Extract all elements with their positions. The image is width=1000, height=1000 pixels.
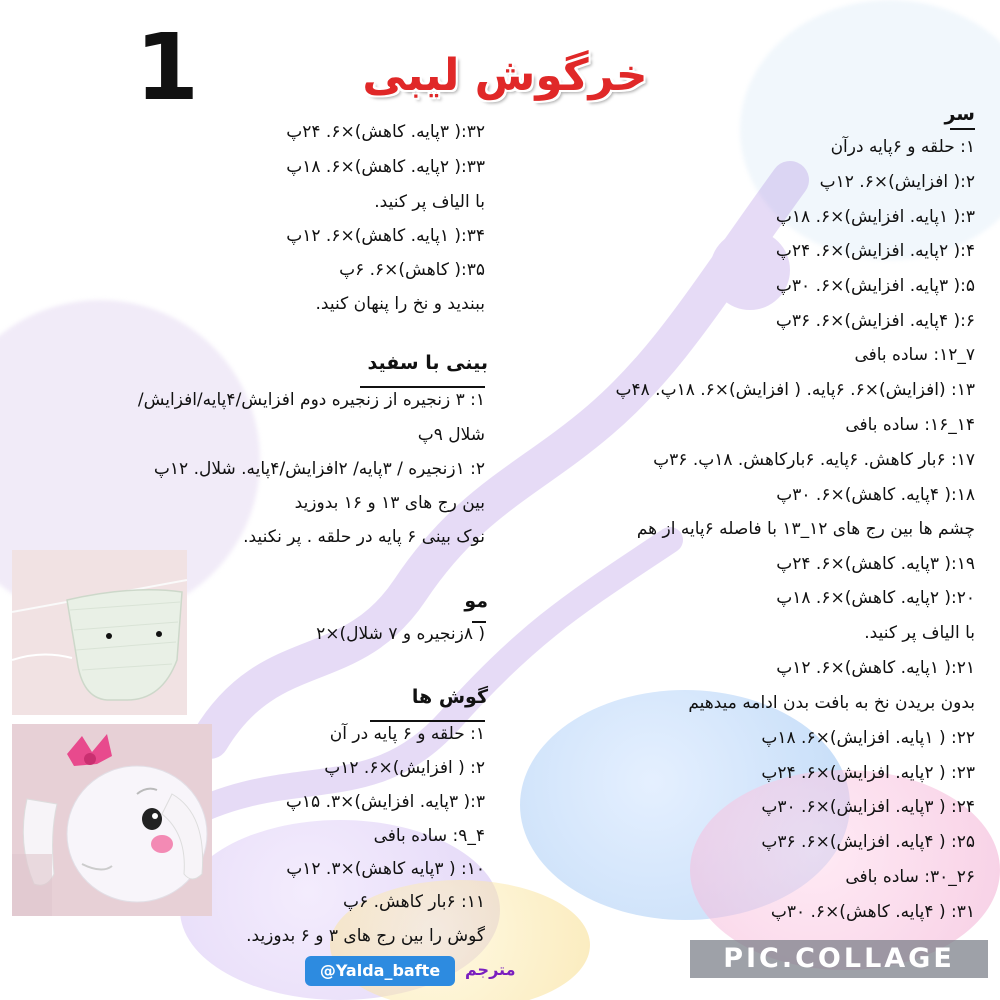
head-row-8: ۱۳: (افزایش)×۶. ۶پایه. ( افزایش)×۶. ۱۸پ. ۴۸پ — [615, 380, 975, 400]
cont-row-35: ۳۵:( کاهش)×۶. ۶پ — [339, 260, 485, 280]
head-row-18: ۲۲: ( ۱پایه. افزایش)×۶. ۱۸پ — [761, 728, 975, 748]
hair-heading: مو — [464, 590, 488, 612]
head-row-14: ۲۰:( ۲پایه. کاهش)×۶. ۱۸پ — [776, 588, 975, 608]
head-row-17: بدون بریدن نخ به بافت بدن ادامه میدهیم — [688, 693, 975, 713]
page-number: 1 — [135, 14, 200, 121]
head-heading: سر — [944, 103, 975, 125]
head-row-20: ۲۴: ( ۳پایه. افزایش)×۶. ۳۰پ — [761, 797, 975, 817]
nose-heading: بینی با سفید — [367, 352, 488, 374]
ears-row-6: ۱۱: ۶بار کاهش. ۶پ — [343, 892, 485, 912]
nose-row-1: ۱: ۳ زنجیره از زنجیره دوم افزایش/۴پایه/افزایش/ — [137, 390, 485, 410]
head-row-22: ۲۶_۳۰: ساده بافی — [845, 867, 975, 887]
head-row-13: ۱۹:( ۳پایه. کاهش)×۶. ۲۴پ — [776, 554, 975, 574]
ears-heading: گوش ها — [411, 686, 488, 708]
translator-handle[interactable]: @Yalda_bafte — [305, 956, 455, 986]
head-row-7: ۷_۱۲: ساده بافی — [854, 345, 975, 365]
head-row-11: ۱۸:( ۴پایه. کاهش)×۶. ۳۰پ — [776, 485, 975, 505]
ears-row-4: ۴_۹: ساده بافی — [373, 826, 485, 846]
nose-row-sew: بین رج های ۱۳ و ۱۶ بدوزید — [294, 493, 485, 513]
head-row-10: ۱۷: ۶بار کاهش. ۶پایه. ۶بارکاهش. ۱۸پ. ۳۶پ — [653, 450, 975, 470]
page-title: خرگوش لیبی — [362, 50, 648, 101]
cont-row-33: ۳۳:( ۲پایه. کاهش)×۶. ۱۸پ — [286, 157, 485, 177]
head-row-21: ۲۵: ( ۴پایه. افزایش)×۶. ۳۶پ — [761, 832, 975, 852]
head-heading-overline — [950, 128, 975, 130]
head-row-16: ۲۱:( ۱پایه. کاهش)×۶. ۱۲پ — [776, 658, 975, 678]
cont-row-stuff: با الیاف پر کنید. — [374, 192, 485, 212]
head-row-4: ۴:( ۲پایه. افزایش)×۶. ۲۴پ — [775, 241, 975, 261]
ears-row-5: ۱۰: ( ۳پایه کاهش)×۳. ۱۲پ — [286, 859, 485, 879]
photo-head-piece — [12, 550, 187, 715]
head-row-1: ۱: حلقه و ۶پایه درآن — [830, 137, 975, 157]
ears-row-1: ۱: حلقه و ۶ پایه در آن — [329, 724, 485, 744]
head-row-2: ۲:( افزایش)×۶. ۱۲پ — [819, 172, 975, 192]
cont-row-34: ۳۴:( ۱پایه. کاهش)×۶. ۱۲پ — [286, 226, 485, 246]
hair-row-1: ( ۸زنجیره و ۷ شلال)×۲ — [316, 624, 485, 644]
cont-row-finish: ببندید و نخ را پنهان کنید. — [315, 294, 485, 314]
photo-finished-bunny — [12, 724, 212, 916]
head-row-19: ۲۳: ( ۲پایه. افزایش)×۶. ۲۴پ — [761, 763, 975, 783]
head-row-9: ۱۴_۱۶: ساده بافی — [845, 415, 975, 435]
ears-row-1-overline — [370, 720, 485, 722]
hair-row-overline — [472, 621, 486, 623]
head-row-12: چشم ها بین رج های ۱۲_۱۳ با فاصله ۶پایه از هم — [636, 519, 975, 539]
ears-row-7: گوش را بین رج های ۳ و ۶ بدوزید. — [246, 926, 485, 946]
head-row-5: ۵:( ۳پایه. افزایش)×۶. ۳۰پ — [775, 276, 975, 296]
bunny-illustration — [12, 724, 212, 916]
nose-row-2: ۲: ۱زنجیره / ۳پایه/ ۲افزایش/۴پایه. شلال. ۱۲پ — [153, 459, 485, 479]
head-row-6: ۶:( ۴پایه. افزایش)×۶. ۳۶پ — [775, 311, 975, 331]
ears-row-3: ۳:( ۳پایه. افزایش)×۳. ۱۵پ — [285, 792, 485, 812]
nose-row-1-overline — [360, 386, 485, 388]
head-piece-illustration — [12, 550, 187, 715]
translator-label: مترجم — [465, 960, 516, 979]
nose-row-1b: شلال ۹پ — [417, 425, 485, 445]
cont-row-32: ۳۲:( ۳پایه. کاهش)×۶. ۲۴پ — [286, 122, 485, 142]
head-row-15: با الیاف پر کنید. — [864, 623, 975, 643]
piccollage-watermark: PIC.COLLAGE — [690, 940, 988, 978]
ears-row-2: ۲: ( افزایش)×۶. ۱۲پ — [324, 758, 485, 778]
head-row-3: ۳:( ۱پایه. افزایش)×۶. ۱۸پ — [775, 207, 975, 227]
head-row-23: ۳۱: ( ۴پایه. کاهش)×۶. ۳۰پ — [770, 902, 975, 922]
nose-row-tip: نوک بینی ۶ پایه در حلقه . پر نکنید. — [243, 527, 485, 547]
